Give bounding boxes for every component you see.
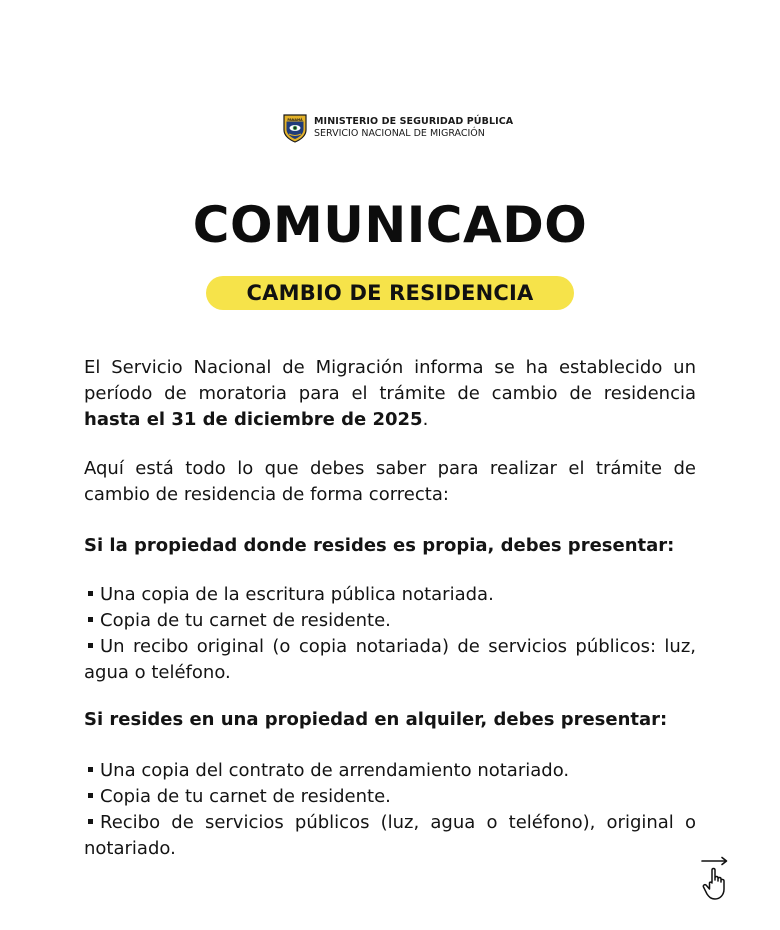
ministry-name: MINISTERIO DE SEGURIDAD PÚBLICA: [314, 116, 514, 127]
deadline-text: hasta el 31 de diciembre de 2025: [84, 409, 423, 430]
subtitle-badge: CAMBIO DE RESIDENCIA: [206, 276, 574, 310]
organization-name: [314, 116, 513, 140]
owned-property-list: [84, 582, 696, 686]
rented-property-list: [84, 758, 696, 862]
intro-end: .: [422, 409, 429, 430]
list-item-text: Una copia del contrato de arrendamiento notariado.: [100, 760, 570, 781]
list-item-text: Una copia de la escritura pública notariada.: [100, 584, 494, 605]
list-item-text: Recibo de servicios públicos (luz, agua o teléfono), original o notariado.: [84, 812, 696, 859]
page-title: COMUNICADO: [192, 196, 588, 254]
list-item: [84, 608, 696, 634]
list-item-text: Un recibo original (o copia notariada) de servicios públicos: luz, agua o teléfono.: [84, 636, 696, 683]
seal-text: PANAMÁ: [287, 117, 303, 122]
swipe-hand-icon[interactable]: [700, 856, 730, 902]
intro-text: El Servicio Nacional de Migración informa se ha establecido un período de moratoria para el trámite de cambio de residencia: [84, 357, 696, 404]
header-logo: [282, 113, 513, 143]
list-item: [84, 810, 696, 862]
bullet-icon: [88, 793, 93, 798]
list-item-text: Copia de tu carnet de residente.: [100, 786, 391, 807]
migration-seal-icon: [282, 113, 308, 143]
rented-property-heading: Si resides en una propiedad en alquiler, debes presentar:: [84, 709, 668, 730]
instructions-paragraph: Aquí está todo lo que debes saber para realizar el trámite de cambio de residencia de forma correcta:: [84, 458, 696, 505]
list-item: [84, 784, 696, 810]
bullet-icon: [88, 617, 93, 622]
list-item: [84, 758, 696, 784]
bullet-icon: [88, 819, 93, 824]
intro-paragraph: [84, 355, 696, 433]
list-item-text: Copia de tu carnet de residente.: [100, 610, 391, 631]
bullet-icon: [88, 767, 93, 772]
service-name: SERVICIO NACIONAL DE MIGRACIÓN: [314, 128, 485, 139]
bullet-icon: [88, 643, 93, 648]
owned-property-heading: Si la propiedad donde resides es propia, debes presentar:: [84, 535, 675, 556]
list-item: [84, 634, 696, 686]
list-item: [84, 582, 696, 608]
bullet-icon: [88, 591, 93, 596]
